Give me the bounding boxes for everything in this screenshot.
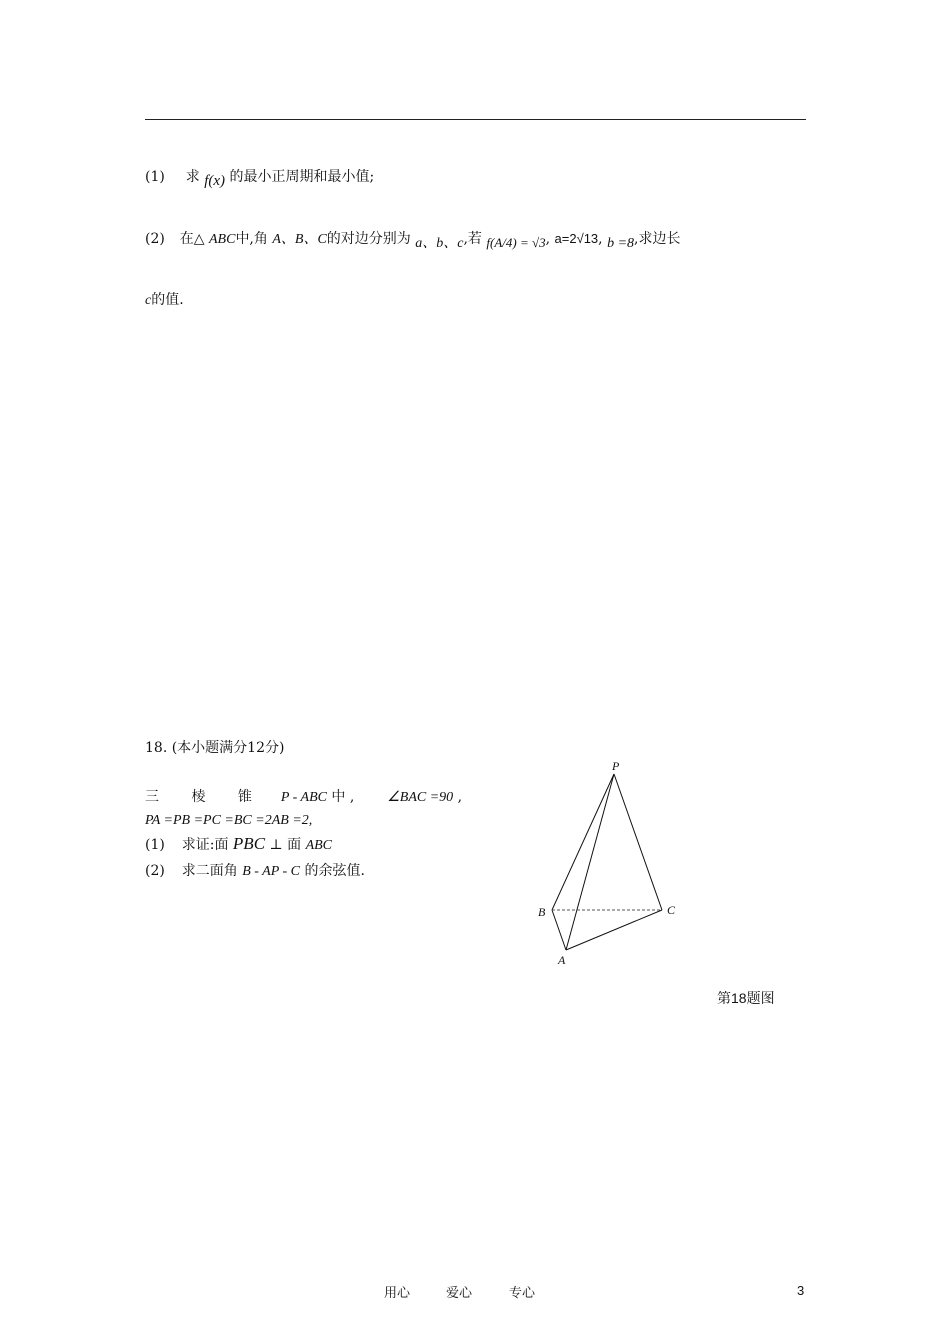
plane-abc: ABC [305, 838, 333, 853]
footer-slogan-2: 爱心 [446, 1286, 473, 1301]
edge-ac [566, 910, 662, 950]
q18-sub2-rest: 的余弦值. [304, 863, 365, 879]
label-p: P [612, 759, 620, 773]
q17-part2-line2 [145, 289, 184, 309]
condition-b: b =8 [607, 236, 635, 251]
q17-part2: (2) 在△ ABC中,角 A、B、C的对边分别为 a、b、c,若 f(A/4) = √3, a=2√13, b =8,求边长 [145, 231, 681, 251]
side-c: c [145, 293, 152, 308]
label-a: A [558, 953, 566, 967]
q18-sub1-text: 求证:面 [181, 837, 229, 853]
condition-a: a=2√13 [554, 231, 599, 246]
q18-sub2 [145, 860, 365, 880]
footer-slogan-3: 专心 [509, 1286, 536, 1301]
q17-part1-function: f(x) [204, 173, 226, 189]
q18-sub2-text: 求二面角 [181, 863, 238, 879]
q17-part1-number: (1) [145, 169, 165, 185]
q18-intro: 三 棱 锥 P - ABC 中 , ∠BAC =90 , [145, 789, 463, 805]
figure-caption: 第18题图 [717, 990, 775, 1006]
angle-names: A、B、C [272, 232, 327, 247]
label-c: C [667, 903, 676, 917]
q17-part2-text1: 在△ [179, 231, 205, 247]
perpendicular-symbol: ⊥ [269, 837, 283, 853]
label-b: B [538, 905, 546, 919]
q17-part2-line2-text: 的值. [151, 292, 184, 308]
page-number: 3 [797, 1283, 805, 1298]
triangle-name: ABC [208, 232, 236, 247]
q17-part2-text2: 中,角 [235, 231, 268, 247]
q17-part2-text4: ,若 [463, 231, 482, 247]
q18-sub2-number: (2) [145, 863, 165, 879]
edge-pb [552, 774, 614, 910]
q17-part1-text: 的最小正周期和最小值; [229, 169, 375, 185]
q18-heading: 18. (本小题满分12分) [145, 740, 285, 756]
q17-part2-text5: ,求边长 [634, 231, 681, 247]
plane-pbc: PBC [232, 834, 266, 853]
dihedral-angle: B - AP - C [242, 864, 301, 879]
q18-lengths [145, 812, 312, 829]
q17-part1 [145, 166, 375, 189]
side-names: a、b、c [415, 236, 464, 251]
pyramid-name: P - ABC [280, 790, 327, 805]
q18-intro-a: 三 棱 锥 [145, 789, 266, 805]
q18-sub1-number: (1) [145, 837, 165, 853]
pyramid-figure [530, 758, 690, 970]
q18-sub1 [145, 834, 332, 854]
angle-bac: ∠BAC =90 [387, 790, 454, 805]
edge-pc [614, 774, 662, 910]
footer-slogan-1: 用心 [384, 1286, 411, 1301]
q17-part2-number: (2) [145, 231, 165, 247]
q17-part2-text3: 的对边分别为 [326, 231, 411, 247]
condition-f: f(A/4) = √3 [486, 235, 546, 250]
header-rule [145, 119, 806, 120]
edge-pa [566, 774, 614, 950]
q17-part1-verb: 求 [185, 169, 200, 185]
q18-intro-b: 中 , [331, 789, 355, 805]
q18-lengths-text: PA =PB =PC =BC =2AB =2, [145, 813, 313, 828]
q18-sub1-text2: 面 [287, 837, 302, 853]
edge-ba [552, 910, 566, 950]
